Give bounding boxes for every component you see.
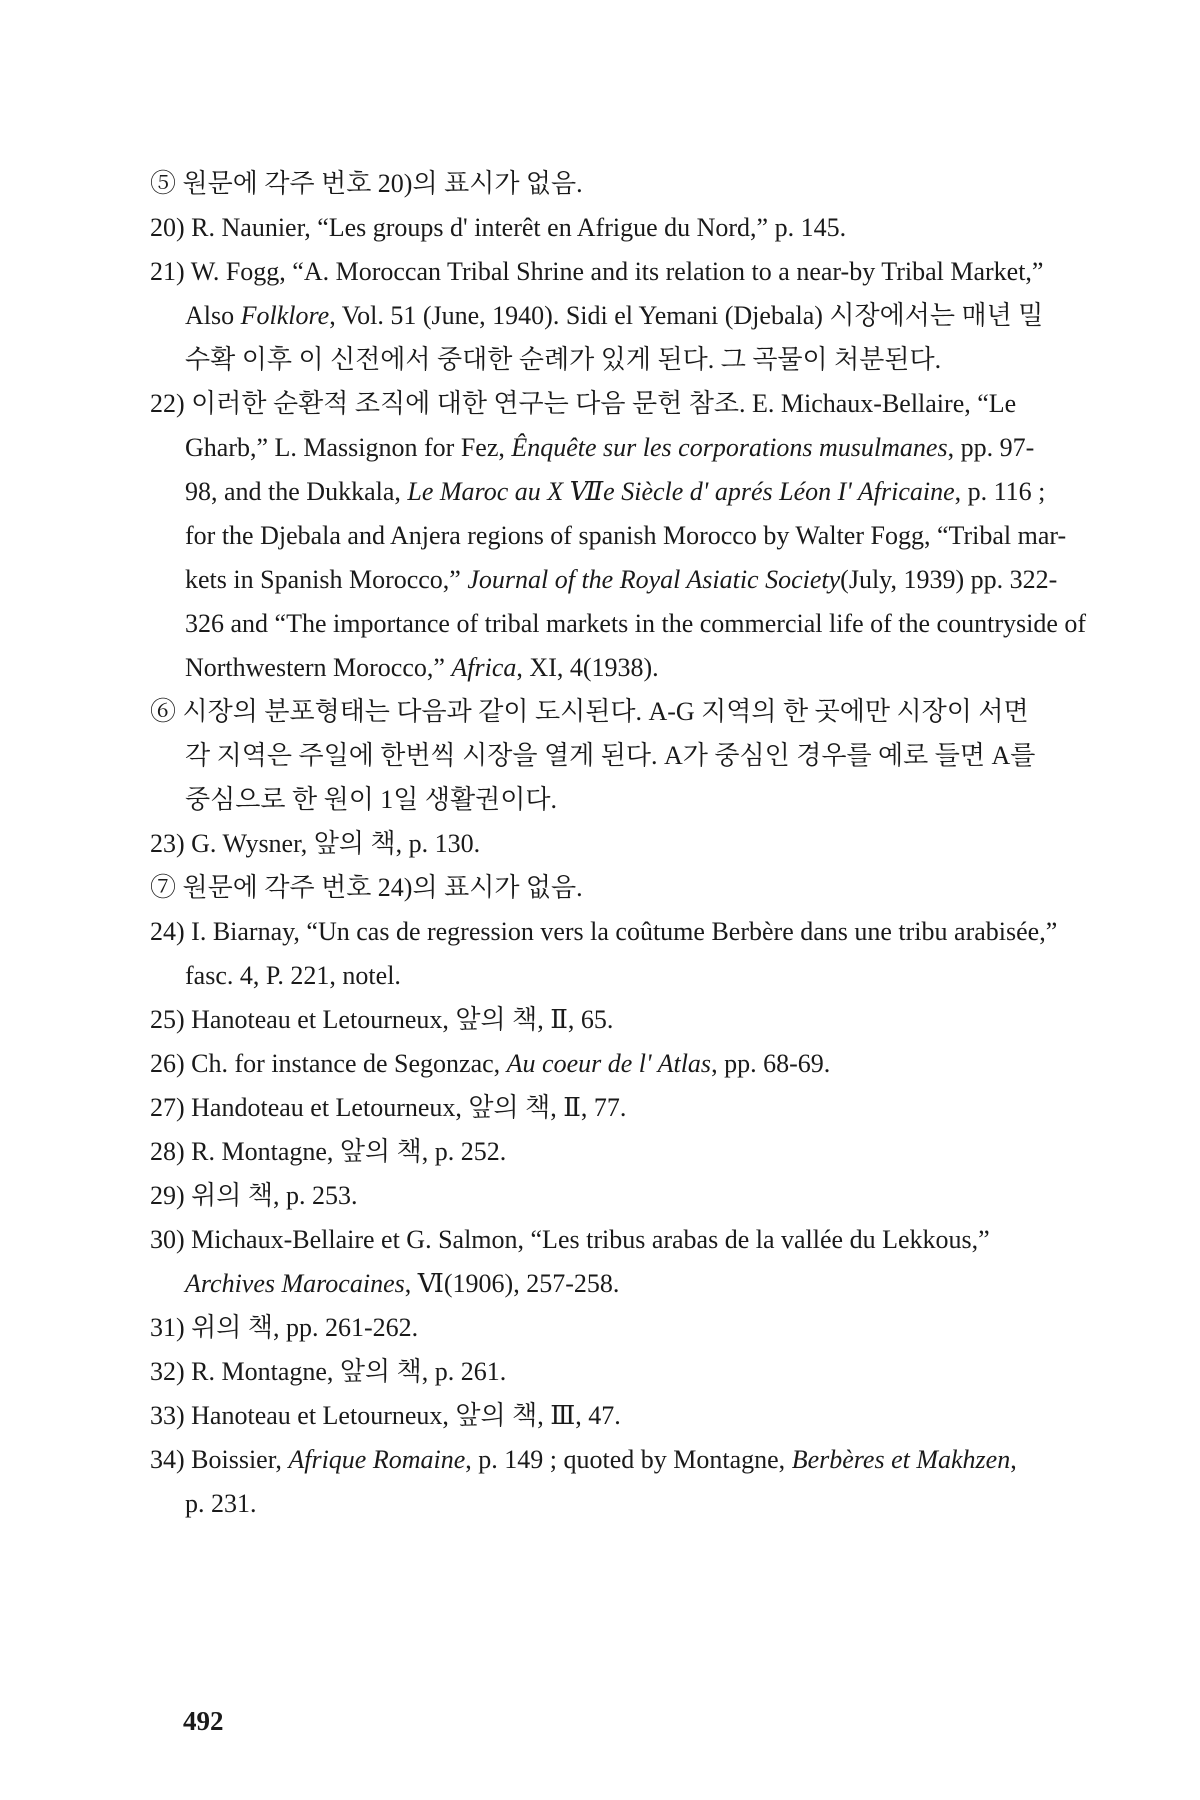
footnote-list [150, 162, 1087, 1526]
translator-note-7: ⑦ 원문에 각주 번호 24)의 표시가 없음. [150, 873, 583, 902]
footnote-24-cont: fasc. 4, P. 221, notel. [185, 961, 401, 990]
book-title: Le Maroc au X Ⅶe Siècle d' aprés Léon I' Africaine [407, 477, 955, 506]
footnote-22-cont: Northwestern Morocco,” Africa, XI, 4(1938). [185, 653, 659, 682]
book-title: Au coeur de l' Atlas [506, 1049, 712, 1078]
journal-title: Archives Marocaines [185, 1269, 405, 1298]
footnote-22-cont: kets in Spanish Morocco,” Journal of the Royal Asiatic Society(July, 1939) pp. 322- [185, 565, 1058, 594]
footnote-25: 25) Hanoteau et Letourneux, 앞의 책, Ⅱ, 65. [150, 1005, 614, 1034]
translator-note-5: ⑤ 원문에 각주 번호 20)의 표시가 없음. [150, 169, 583, 198]
footnote-32: 32) R. Montagne, 앞의 책, p. 261. [150, 1357, 507, 1386]
footnote-21-cont: 수확 이후 이 신전에서 중대한 순례가 있게 된다. 그 곡물이 처분된다. [185, 345, 942, 374]
footnote-23: 23) G. Wysner, 앞의 책, p. 130. [150, 829, 481, 858]
footnote-34-cont: p. 231. [185, 1489, 257, 1518]
footnote-30: 30) Michaux-Bellaire et G. Salmon, “Les tribus arabas de la vallée du Lekkous,” [150, 1225, 990, 1254]
footnote-22: 22) 이러한 순환적 조직에 대한 연구는 다음 문헌 참조. E. Michaux-Bellaire, “Le [150, 389, 1017, 418]
translator-note-6-cont: 각 지역은 주일에 한번씩 시장을 열게 된다. A가 중심인 경우를 예로 들면 A를 [185, 741, 1036, 770]
footnote-21-cont: Also Folklore, Vol. 51 (June, 1940). Sidi el Yemani (Djebala) 시장에서는 매년 밀 [185, 301, 1044, 330]
page-number: 492 [183, 1706, 224, 1736]
footnote-26: 26) Ch. for instance de Segonzac, Au coeur de l' Atlas, pp. 68-69. [150, 1049, 831, 1078]
journal-title: Africa [451, 653, 517, 682]
footnote-27: 27) Handoteau et Letourneux, 앞의 책, Ⅱ, 77. [150, 1093, 627, 1122]
journal-title: Journal of the Royal Asiatic Society [467, 565, 841, 594]
book-title: Afrique Romaine [288, 1445, 466, 1474]
journal-title: Folklore [240, 301, 330, 330]
footnote-20: 20) R. Naunier, “Les groups d' interêt en Afrigue du Nord,” p. 145. [150, 213, 847, 242]
footnote-21: 21) W. Fogg, “A. Moroccan Tribal Shrine and its relation to a near-by Tribal Market,” [150, 257, 1044, 286]
footnote-24: 24) I. Biarnay, “Un cas de regression vers la coûtume Berbère dans une tribu arabisée,” [150, 917, 1058, 946]
footnote-22-cont: for the Djebala and Anjera regions of spanish Morocco by Walter Fogg, “Tribal mar- [185, 521, 1067, 550]
footnote-22-cont: Gharb,” L. Massignon for Fez, Ênquête sur les corporations musulmanes, pp. 97- [185, 433, 1035, 462]
book-title: Berbères et Makhzen [791, 1445, 1011, 1474]
footnote-22-cont: 98, and the Dukkala, Le Maroc au X Ⅶe Siècle d' aprés Léon I' Africaine, p. 116 ; [185, 477, 1046, 506]
footnote-34: 34) Boissier, Afrique Romaine, p. 149 ; quoted by Montagne, Berbères et Makhzen, [150, 1445, 1017, 1474]
translator-note-6-cont: 중심으로 한 원이 1일 생활권이다. [185, 785, 558, 814]
footnote-28: 28) R. Montagne, 앞의 책, p. 252. [150, 1137, 507, 1166]
footnote-22-cont: 326 and “The importance of tribal markets in the commercial life of the countryside of [185, 609, 1087, 638]
book-title: Ênquête sur les corporations musulmanes [511, 433, 948, 462]
translator-note-6: ⑥ 시장의 분포형태는 다음과 같이 도시된다. A-G 지역의 한 곳에만 시장이 서면 [150, 697, 1029, 726]
footnote-33: 33) Hanoteau et Letourneux, 앞의 책, Ⅲ, 47. [150, 1401, 621, 1430]
footnote-30-cont: Archives Marocaines, Ⅵ(1906), 257-258. [185, 1269, 620, 1298]
footnote-31: 31) 위의 책, pp. 261-262. [150, 1313, 419, 1342]
footnote-29: 29) 위의 책, p. 253. [150, 1181, 358, 1210]
